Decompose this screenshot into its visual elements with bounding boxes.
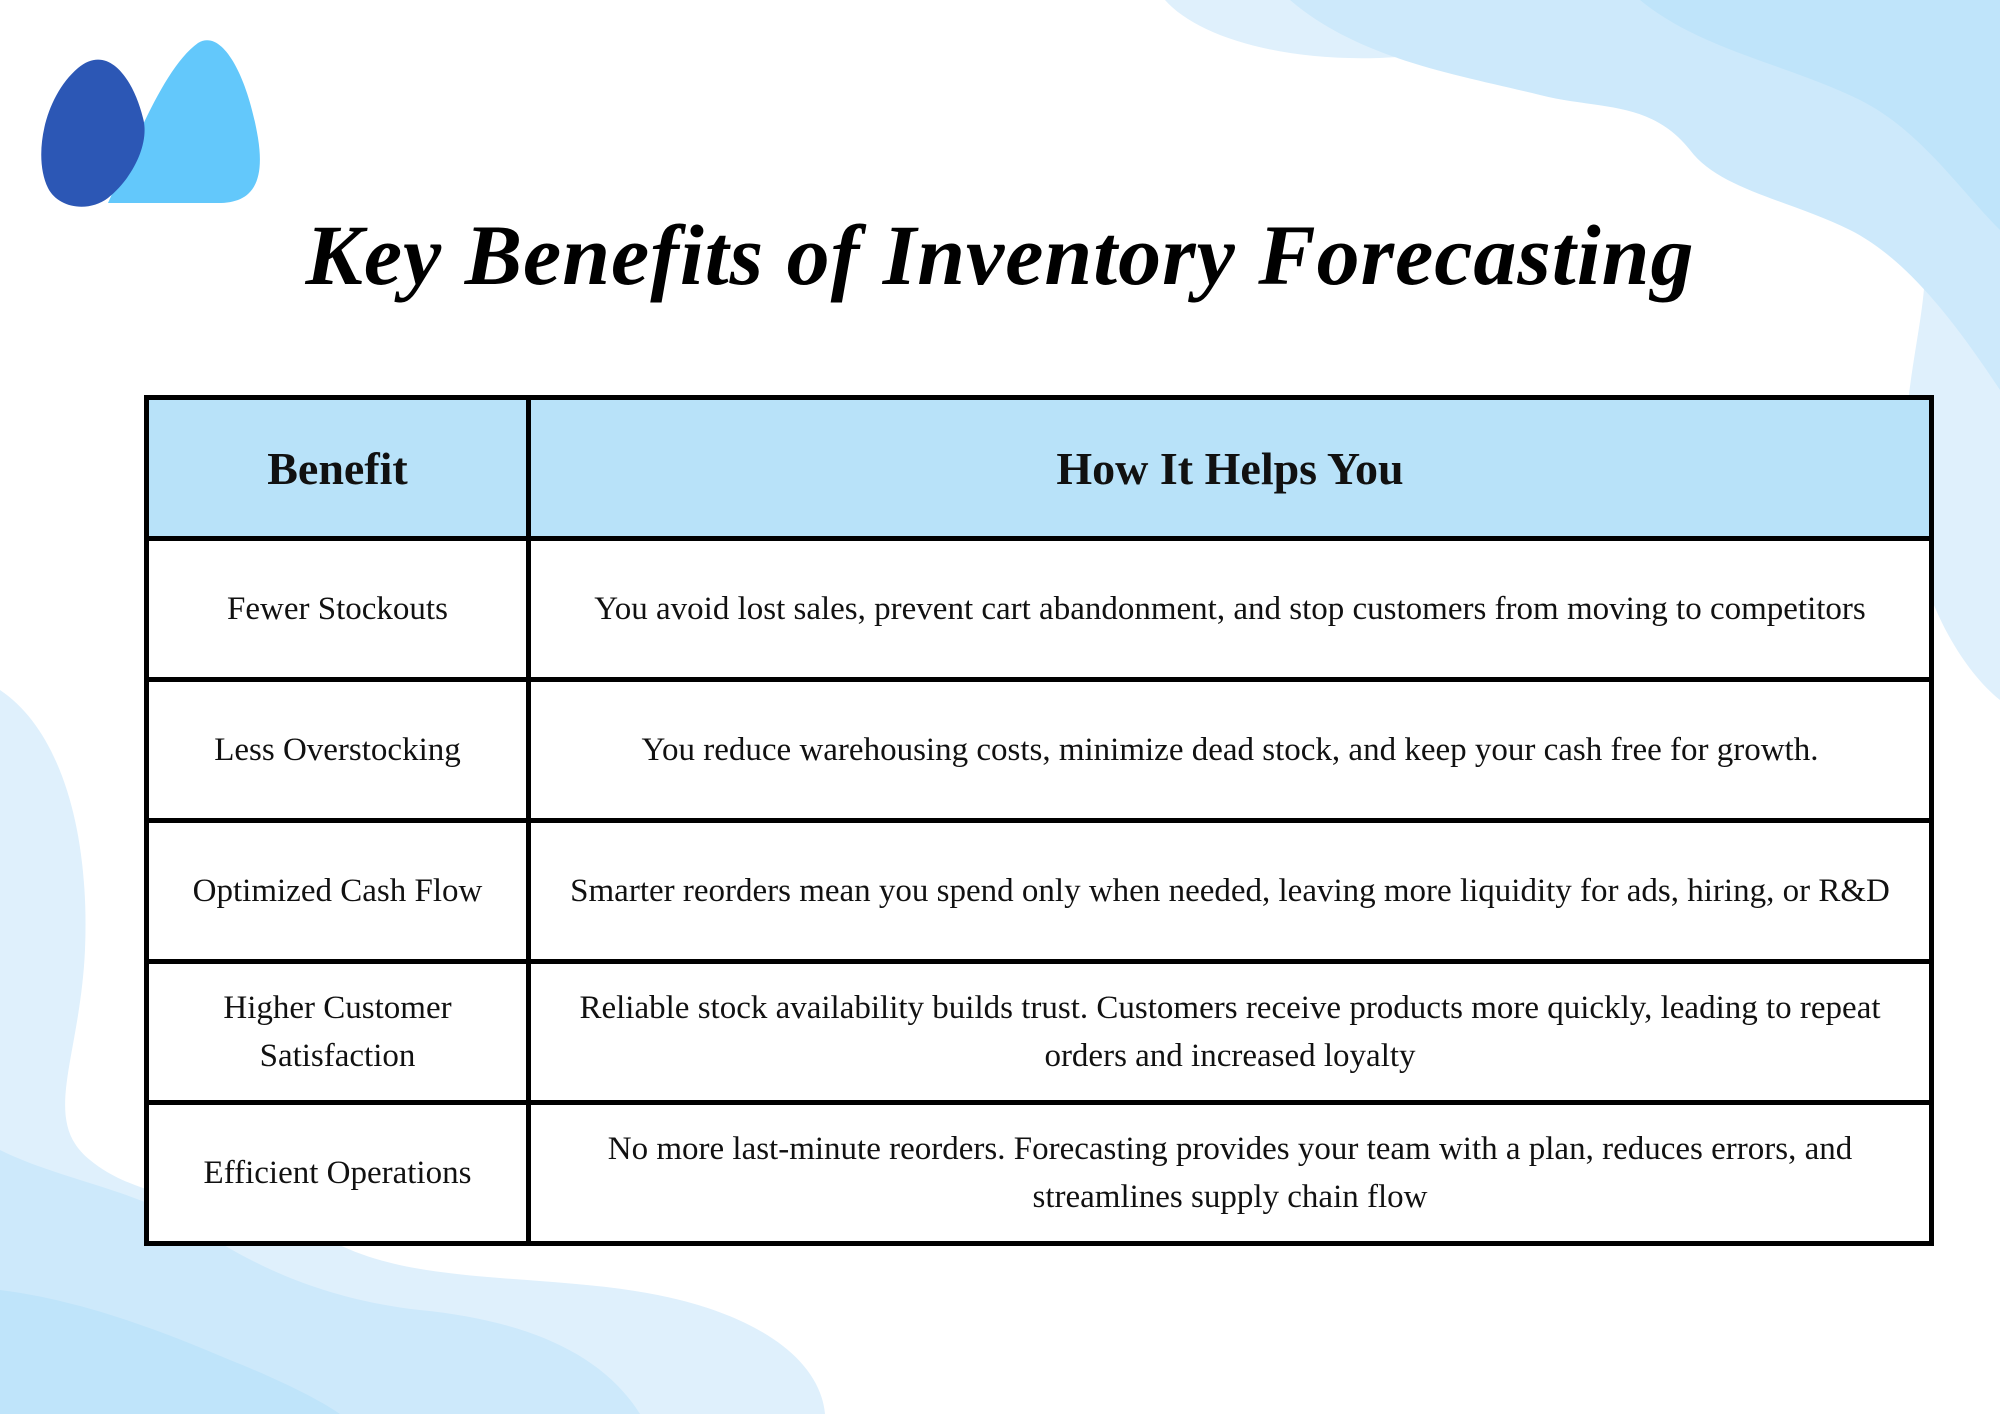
table-header-row	[147, 398, 1932, 539]
benefit-cell: Optimized Cash Flow	[147, 821, 529, 962]
brand-logo-icon	[38, 38, 268, 213]
benefit-cell: Higher Customer Satisfaction	[147, 962, 529, 1103]
help-cell: Smarter reorders mean you spend only when needed, leaving more liquidity for ads, hiring, or R&D	[529, 821, 1932, 962]
help-cell: You avoid lost sales, prevent cart abandonment, and stop customers from moving to competitors	[529, 539, 1932, 680]
help-cell: You reduce warehousing costs, minimize dead stock, and keep your cash free for growth.	[529, 680, 1932, 821]
header-how-it-helps: How It Helps You	[529, 398, 1932, 539]
table-row	[147, 1103, 1932, 1244]
page-title: Key Benefits of Inventory Forecasting	[305, 207, 1695, 303]
table-row	[147, 539, 1932, 680]
benefit-cell: Fewer Stockouts	[147, 539, 529, 680]
help-cell: No more last-minute reorders. Forecasting provides your team with a plan, reduces errors, and streamlines supply chain flow	[529, 1103, 1932, 1244]
help-cell: Reliable stock availability builds trust. Customers receive products more quickly, leading to repeat orders and increased loyalty	[529, 962, 1932, 1103]
header-benefit: Benefit	[147, 398, 529, 539]
table-row	[147, 962, 1932, 1103]
benefit-cell: Less Overstocking	[147, 680, 529, 821]
table-row	[147, 680, 1932, 821]
table-row	[147, 821, 1932, 962]
benefits-table-container	[144, 395, 1929, 1246]
benefit-cell: Efficient Operations	[147, 1103, 529, 1244]
benefits-table	[144, 395, 1934, 1246]
